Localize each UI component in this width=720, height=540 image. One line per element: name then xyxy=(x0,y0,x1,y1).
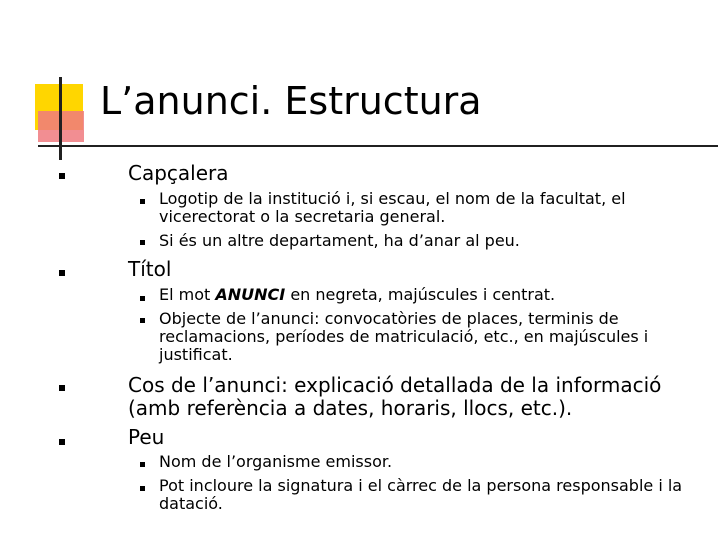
emphasized-word: ANUNCI xyxy=(215,285,286,304)
sub-item-altre-departament: Si és un altre departament, ha d’anar al peu. xyxy=(159,231,520,250)
bullet-marker xyxy=(59,439,65,445)
sub-bullet-marker xyxy=(140,296,145,301)
list-item-capcalera: Capçalera xyxy=(128,161,229,185)
bullet-marker xyxy=(59,270,65,276)
bullet-marker xyxy=(59,173,65,179)
list-item-titol: Títol xyxy=(128,257,172,281)
sub-bullet-marker xyxy=(140,240,145,245)
sub-bullet-marker xyxy=(140,199,145,204)
sub-bullet-marker xyxy=(140,318,145,323)
sub-item-logotip: Logotip de la institució i, si escau, el nom de la facultat, el vicerectorat o la secretaria general. xyxy=(159,189,626,226)
sub-bullet-marker xyxy=(140,462,145,467)
sub-item-objecte: Objecte de l’anunci: convocatòries de places, terminis de reclamacions, períodes de matriculació, etc., en majúscules i justificat. xyxy=(159,309,649,364)
sub-item-signatura: Pot incloure la signatura i el càrrec de la persona responsable i la datació. xyxy=(159,476,683,513)
list-item-peu: Peu xyxy=(128,425,165,449)
bullet-marker xyxy=(59,385,65,391)
sub-item-prefix: El mot xyxy=(159,285,216,304)
list-item-cos: Cos de l’anunci: explicació detallada de la informació (amb referència a dates, horaris, llocs, etc.). xyxy=(128,373,662,420)
sub-item-organisme: Nom de l’organisme emissor. xyxy=(159,452,393,471)
sub-item-mot-anunci xyxy=(159,286,699,304)
slide-title: L’anunci. Estructura xyxy=(100,79,482,123)
sub-bullet-marker xyxy=(140,486,145,491)
sub-item-suffix: en negreta, majúscules i centrat. xyxy=(285,285,556,304)
